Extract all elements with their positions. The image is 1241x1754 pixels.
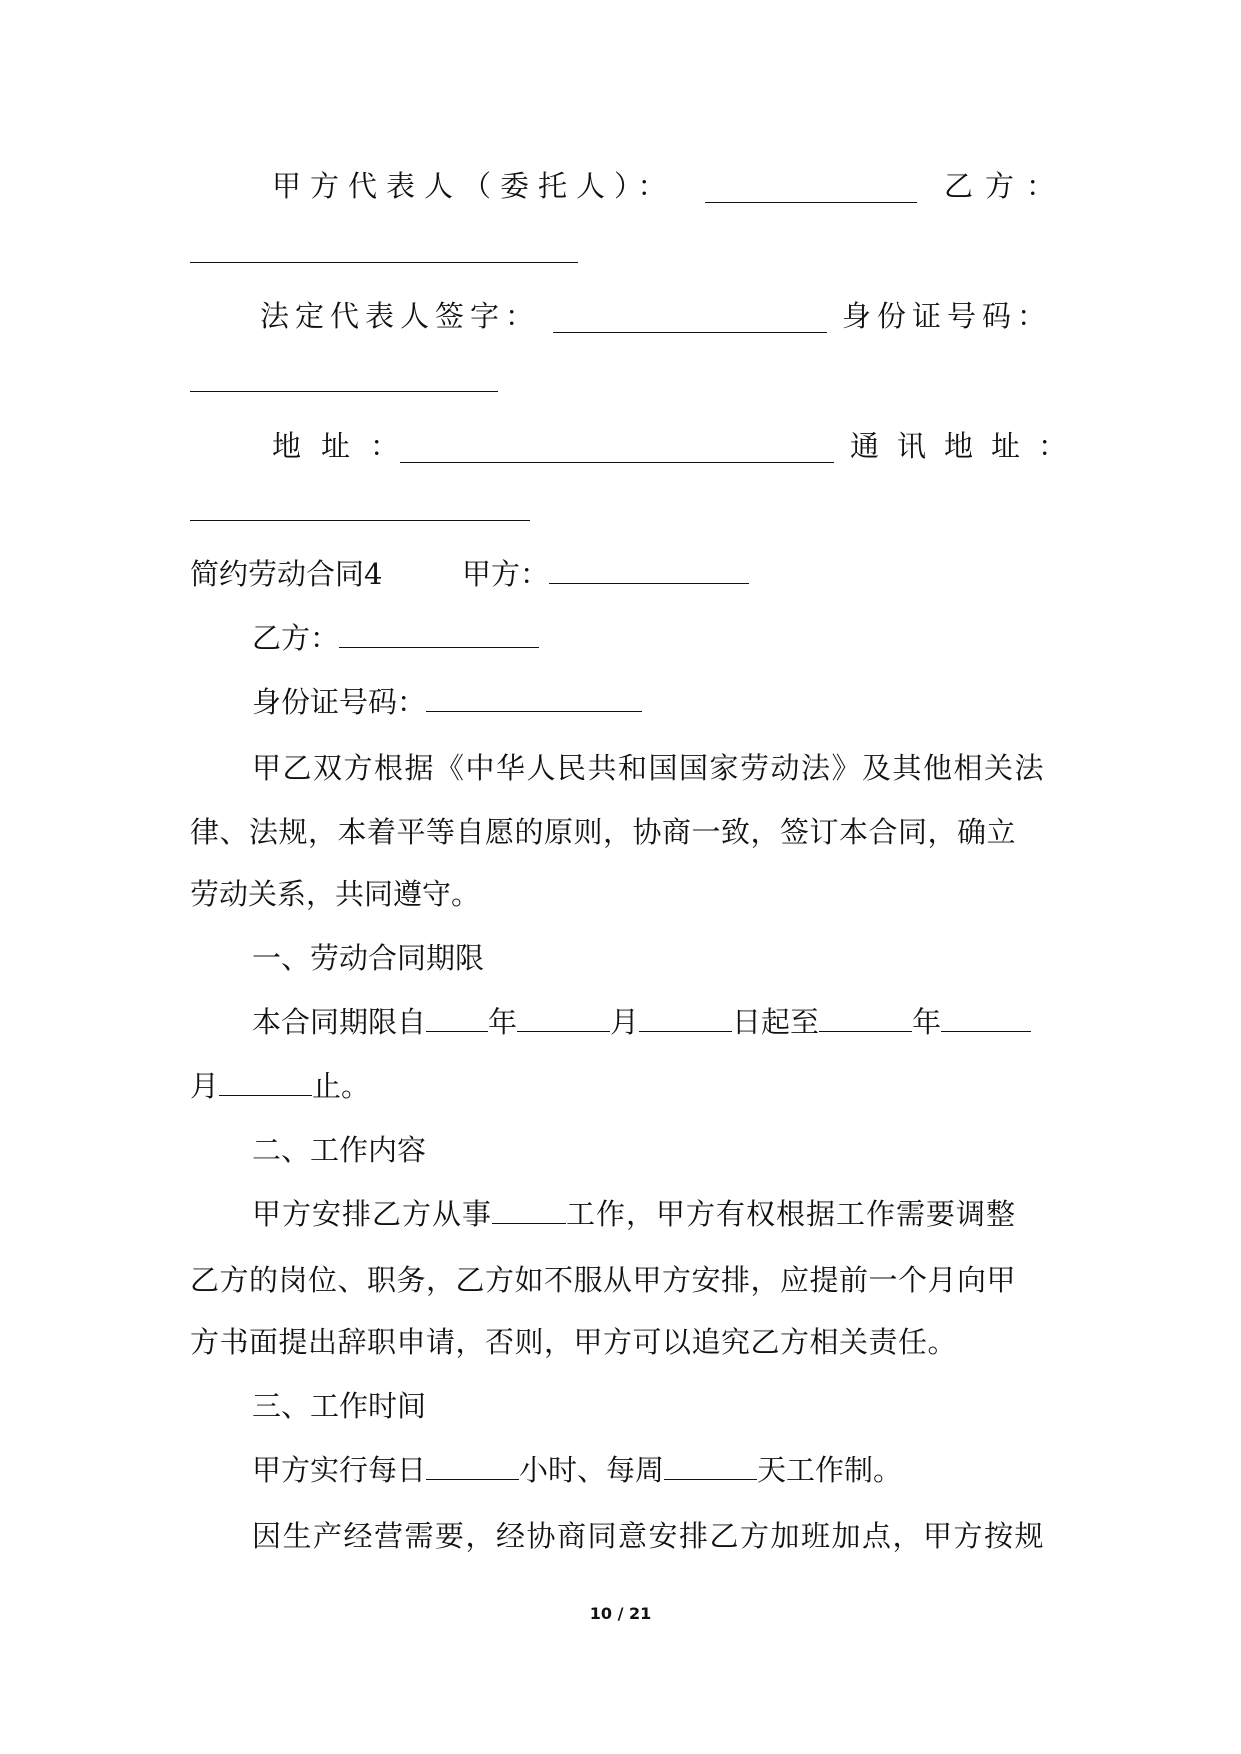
days-per-week-blank xyxy=(664,1449,757,1480)
section-1-heading: 一、劳动合同期限 xyxy=(252,941,485,975)
party-a-rep-line xyxy=(272,164,676,208)
party-a-label: 甲方： xyxy=(462,557,550,591)
term-day-2-blank xyxy=(219,1065,312,1096)
term-day-1-blank xyxy=(639,1001,732,1032)
id-number-label: 身份证号码： xyxy=(252,685,427,719)
address-label: 地址： xyxy=(272,429,420,463)
legal-rep-sign-line xyxy=(260,294,540,338)
party-b-blank xyxy=(190,262,578,263)
work-line-1: 甲方安排乙方从事 工作，甲方有权根据工作需要调整 xyxy=(252,1192,1016,1236)
term-year-2-blank xyxy=(819,1001,912,1032)
address-line xyxy=(272,424,419,468)
id-number-blank-top xyxy=(190,391,498,392)
section-3-heading: 三、工作时间 xyxy=(252,1389,427,1423)
id-number-label-top: 身份证号码： xyxy=(842,299,1053,333)
section-2-heading: 二、工作内容 xyxy=(252,1133,427,1167)
work-line-3: 方书面提出辞职申请，否则，甲方可以追究乙方相关责任。 xyxy=(190,1325,958,1359)
term-month-2-blank xyxy=(941,1001,1031,1032)
party-b-label-top: 乙方： xyxy=(944,169,1068,203)
mailing-address-blank xyxy=(190,520,530,521)
term-year-1-blank xyxy=(426,1001,488,1032)
intro-line-1: 甲乙双方根据《中华人民共和国国家劳动法》及其他相关法 xyxy=(252,750,1046,785)
hours-line: 甲方实行每日 小时、每周 天工作制。 xyxy=(252,1448,902,1492)
legal-rep-sign-blank xyxy=(553,302,827,333)
intro-line-2: 律、法规，本着平等自愿的原则，协商一致，签订本合同，确立 xyxy=(190,814,1017,849)
hours-per-day-blank xyxy=(426,1449,519,1480)
address-blank xyxy=(400,432,834,463)
work-line-2: 乙方的岗位、职务，乙方如不服从甲方安排，应提前一个月向甲 xyxy=(190,1262,1017,1297)
party-a-line xyxy=(462,552,749,596)
contract-title: 简约劳动合同4 xyxy=(190,557,383,591)
party-a-blank xyxy=(549,553,749,584)
id-number-line xyxy=(252,680,642,724)
term-line-2: 月 止。 xyxy=(190,1064,370,1108)
id-number-blank xyxy=(426,681,642,712)
mailing-address-label: 通讯地址： xyxy=(850,429,1086,463)
party-b-line xyxy=(252,616,539,660)
work-type-blank xyxy=(492,1193,566,1224)
term-line-1: 本合同期限自 年 月 日起至 年 xyxy=(252,1000,1031,1044)
page-number: 10 / 21 xyxy=(589,1604,652,1623)
party-a-rep-blank xyxy=(705,172,917,203)
party-a-rep-label: 甲方代表人（委托人）： xyxy=(272,169,676,203)
party-b-line-blank xyxy=(339,617,539,648)
legal-rep-sign-label: 法定代表人签字： xyxy=(260,299,541,333)
intro-line-3: 劳动关系，共同遵守。 xyxy=(190,877,481,911)
term-month-1-blank xyxy=(517,1001,610,1032)
overtime-line: 因生产经营需要，经协商同意安排乙方加班加点，甲方按规 xyxy=(252,1518,1046,1553)
party-b-label: 乙方： xyxy=(252,621,340,655)
